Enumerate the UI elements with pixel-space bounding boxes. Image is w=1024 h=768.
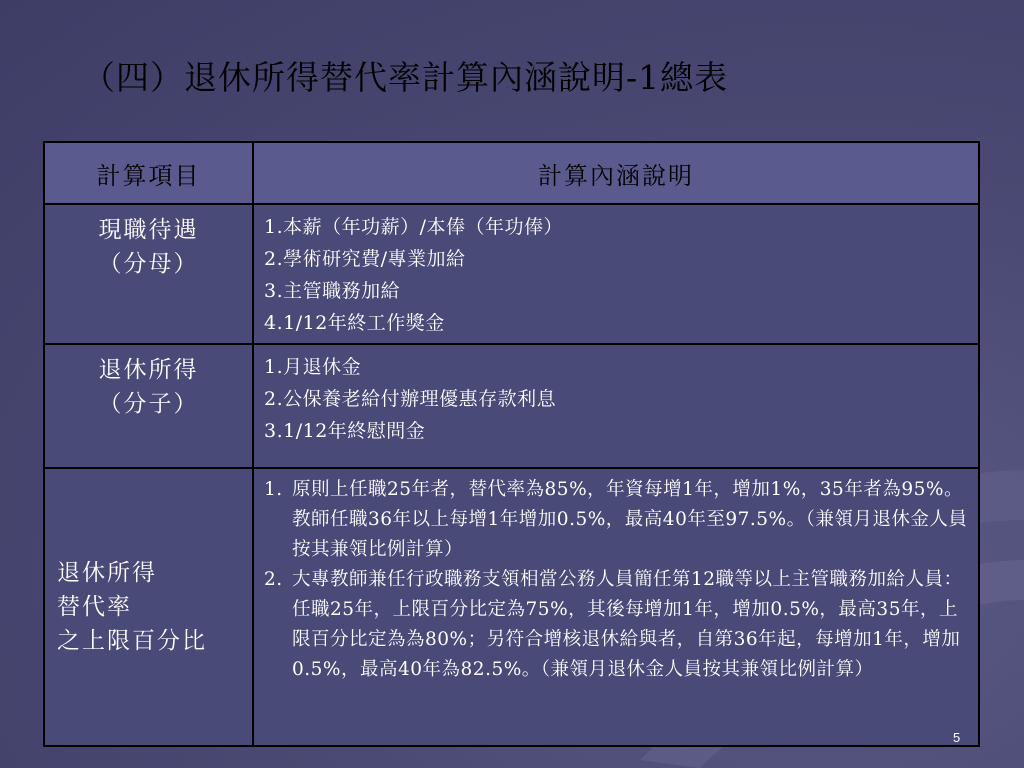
item-line: （分子） xyxy=(98,391,199,417)
desc-line: 3.1/12年終慰問金 xyxy=(264,420,426,442)
item-line: 替代率 xyxy=(57,594,132,620)
desc-line: 2.公保養老給付辦理優惠存款利息 xyxy=(264,388,557,410)
point-text: 大專教師兼任行政職務支領相當公務人員簡任第12職等以上主管職務加給人員：任職25年，上限百分比定為75%，其後每增加1年，增加0.5%，最高35年，上限百分比定為為80%；另符合增核退休給與者，自第36年起，每增加1年，增加0.5%，最高40年為82.5%。（兼領月退休金人員按其兼領比例計算） xyxy=(292,569,963,680)
row-item-retirement-income xyxy=(44,344,253,468)
table-header-row xyxy=(44,142,979,204)
item-line: 退休所得 xyxy=(57,560,157,586)
table-row xyxy=(44,468,979,746)
table-row xyxy=(44,344,979,468)
item-line: 現職待遇 xyxy=(98,217,199,243)
desc-line: 1.月退休金 xyxy=(264,356,362,378)
point-number: 2. xyxy=(264,569,283,590)
row-desc-current-salary xyxy=(253,204,979,344)
row-item-replacement-rate-cap xyxy=(44,468,253,746)
item-line: 退休所得 xyxy=(98,357,199,383)
desc-line: 2.學術研究費/專業加給 xyxy=(264,248,466,270)
row-desc-retirement-income xyxy=(253,344,979,468)
item-line: 之上限百分比 xyxy=(57,628,207,654)
point-text: 原則上任職25年者，替代率為85%，年資每增1年，增加1%，35年者為95%。教師任職36年以上每增1年增加0.5%，最高40年至97.5%。（兼領月退休金人員按其兼領比例計算） xyxy=(292,479,968,560)
slide-title: （四）退休所得替代率計算內涵說明-1總表 xyxy=(82,58,729,97)
point-number: 1. xyxy=(264,479,283,500)
table-row xyxy=(44,204,979,344)
row-desc-replacement-rate-cap xyxy=(253,468,979,746)
desc-point xyxy=(264,475,970,565)
desc-line: 3.主管職務加給 xyxy=(264,280,401,302)
header-calculation-description: 計算內涵說明 xyxy=(253,142,979,204)
header-calculation-item: 計算項目 xyxy=(44,142,253,204)
desc-point xyxy=(264,565,970,685)
item-line: （分母） xyxy=(98,251,199,277)
page-number: 5 xyxy=(953,730,961,745)
desc-line: 1.本薪（年功薪）/本俸（年功俸） xyxy=(264,216,564,238)
row-item-current-salary xyxy=(44,204,253,344)
summary-table xyxy=(43,141,980,747)
desc-line: 4.1/12年終工作獎金 xyxy=(264,312,445,334)
